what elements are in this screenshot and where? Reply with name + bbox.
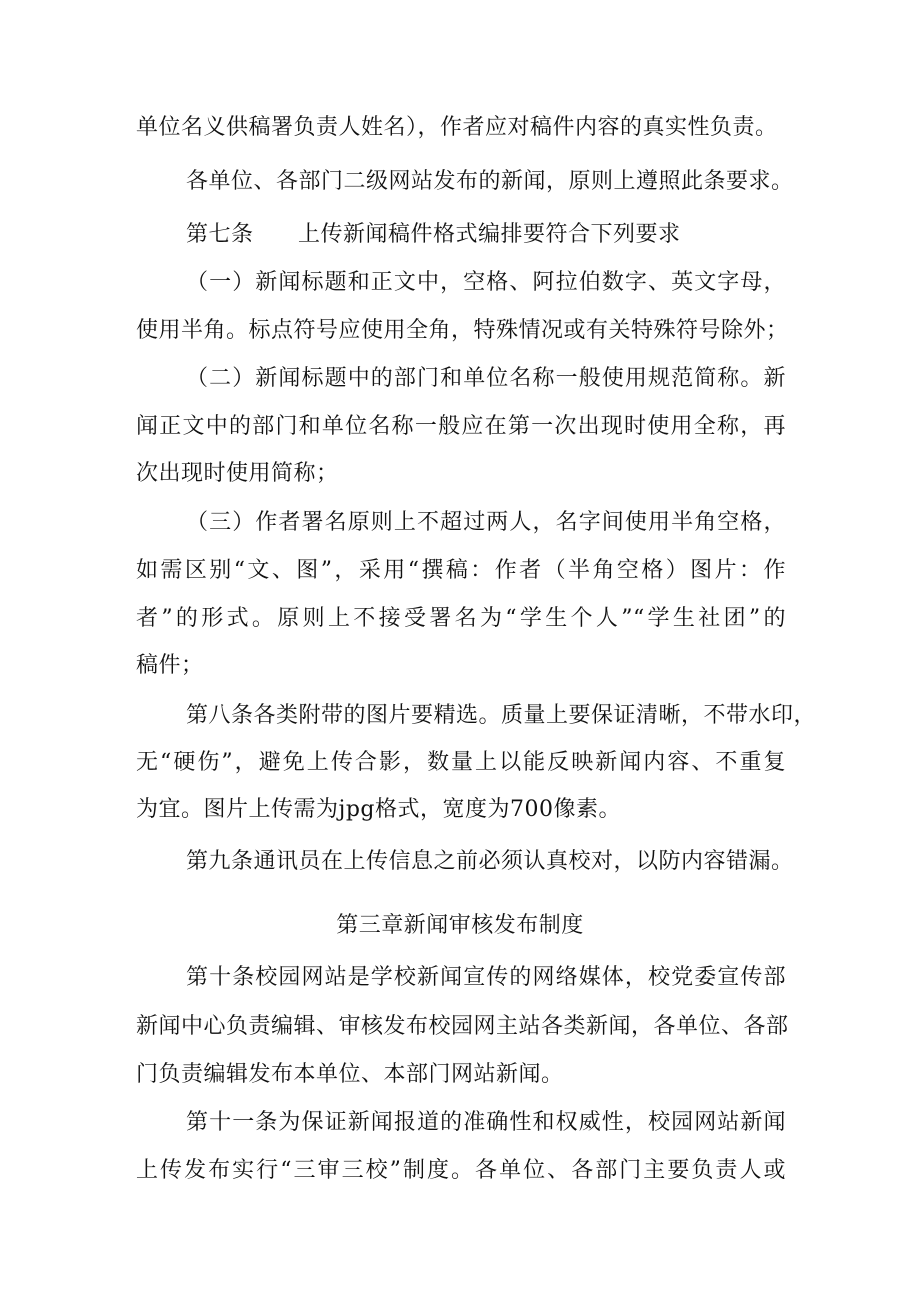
paragraph-line: 次出现时使用简称； (136, 461, 339, 486)
chapter-heading: 第三章新闻审核发布制度 (336, 913, 584, 938)
paragraph-line: 第十条校园网站是学校新闻宣传的网络媒体，校党委宣传部 (186, 965, 786, 990)
paragraph-line: 如需区别“文、图”，采用“撰稿：作者（半角空格）图片：作 (136, 558, 786, 583)
article-title: 上传新闻稿件格式编排要符合下列要求 (298, 222, 681, 247)
paragraph-line: 第九条通讯员在上传信息之前必须认真校对，以防内容错漏。 (186, 849, 794, 874)
paragraph-line: 第八条各类附带的图片要精选。质量上要保证清晰，不带水印， (186, 703, 817, 728)
paragraph-line: 单位名义供稿署负责人姓名），作者应对稿件内容的真实性负责。 (136, 115, 778, 140)
paragraph-line: 新闻中心负责编辑、审核发布校园网主站各类新闻，各单位、各部 (136, 1014, 789, 1039)
paragraph-line: （一）新闻标题和正文中，空格、阿拉伯数字、英文字母， (186, 270, 786, 295)
paragraph-line: 门负责编辑发布本单位、本部门网站新闻。 (136, 1062, 564, 1087)
paragraph-line: 使用半角。标点符号应使用全角，特殊情况或有关特殊符号除外； (136, 318, 789, 343)
paragraph-line: 为宜。图片上传需为jpg格式，宽度为700像素。 (136, 797, 621, 822)
paragraph-line: 者”的形式。原则上不接受署名为“学生个人”“学生社团”的 (136, 606, 786, 631)
paragraph-line: 各单位、各部门二级网站发布的新闻，原则上遵照此条要求。 (186, 169, 794, 194)
paragraph-line: 闻正文中的部门和单位名称一般应在第一次出现时使用全称，再 (136, 414, 786, 439)
paragraph-line: 第十一条为保证新闻报道的准确性和权威性，校园网站新闻 (186, 1110, 786, 1135)
paragraph-line: 稿件； (136, 653, 204, 678)
paragraph-line: 无“硬伤”，避免上传合影，数量上以能反映新闻内容、不重复 (136, 750, 786, 775)
article-number: 第七条 (186, 222, 254, 247)
paragraph-line: （三）作者署名原则上不超过两人，名字间使用半角空格， (186, 510, 786, 535)
paragraph-line: 上传发布实行“三审三校”制度。各单位、各部门主要负责人或 (136, 1158, 786, 1183)
article-heading-line (186, 219, 786, 251)
paragraph-line: （二）新闻标题中的部门和单位名称一般使用规范简称。新 (186, 366, 786, 391)
